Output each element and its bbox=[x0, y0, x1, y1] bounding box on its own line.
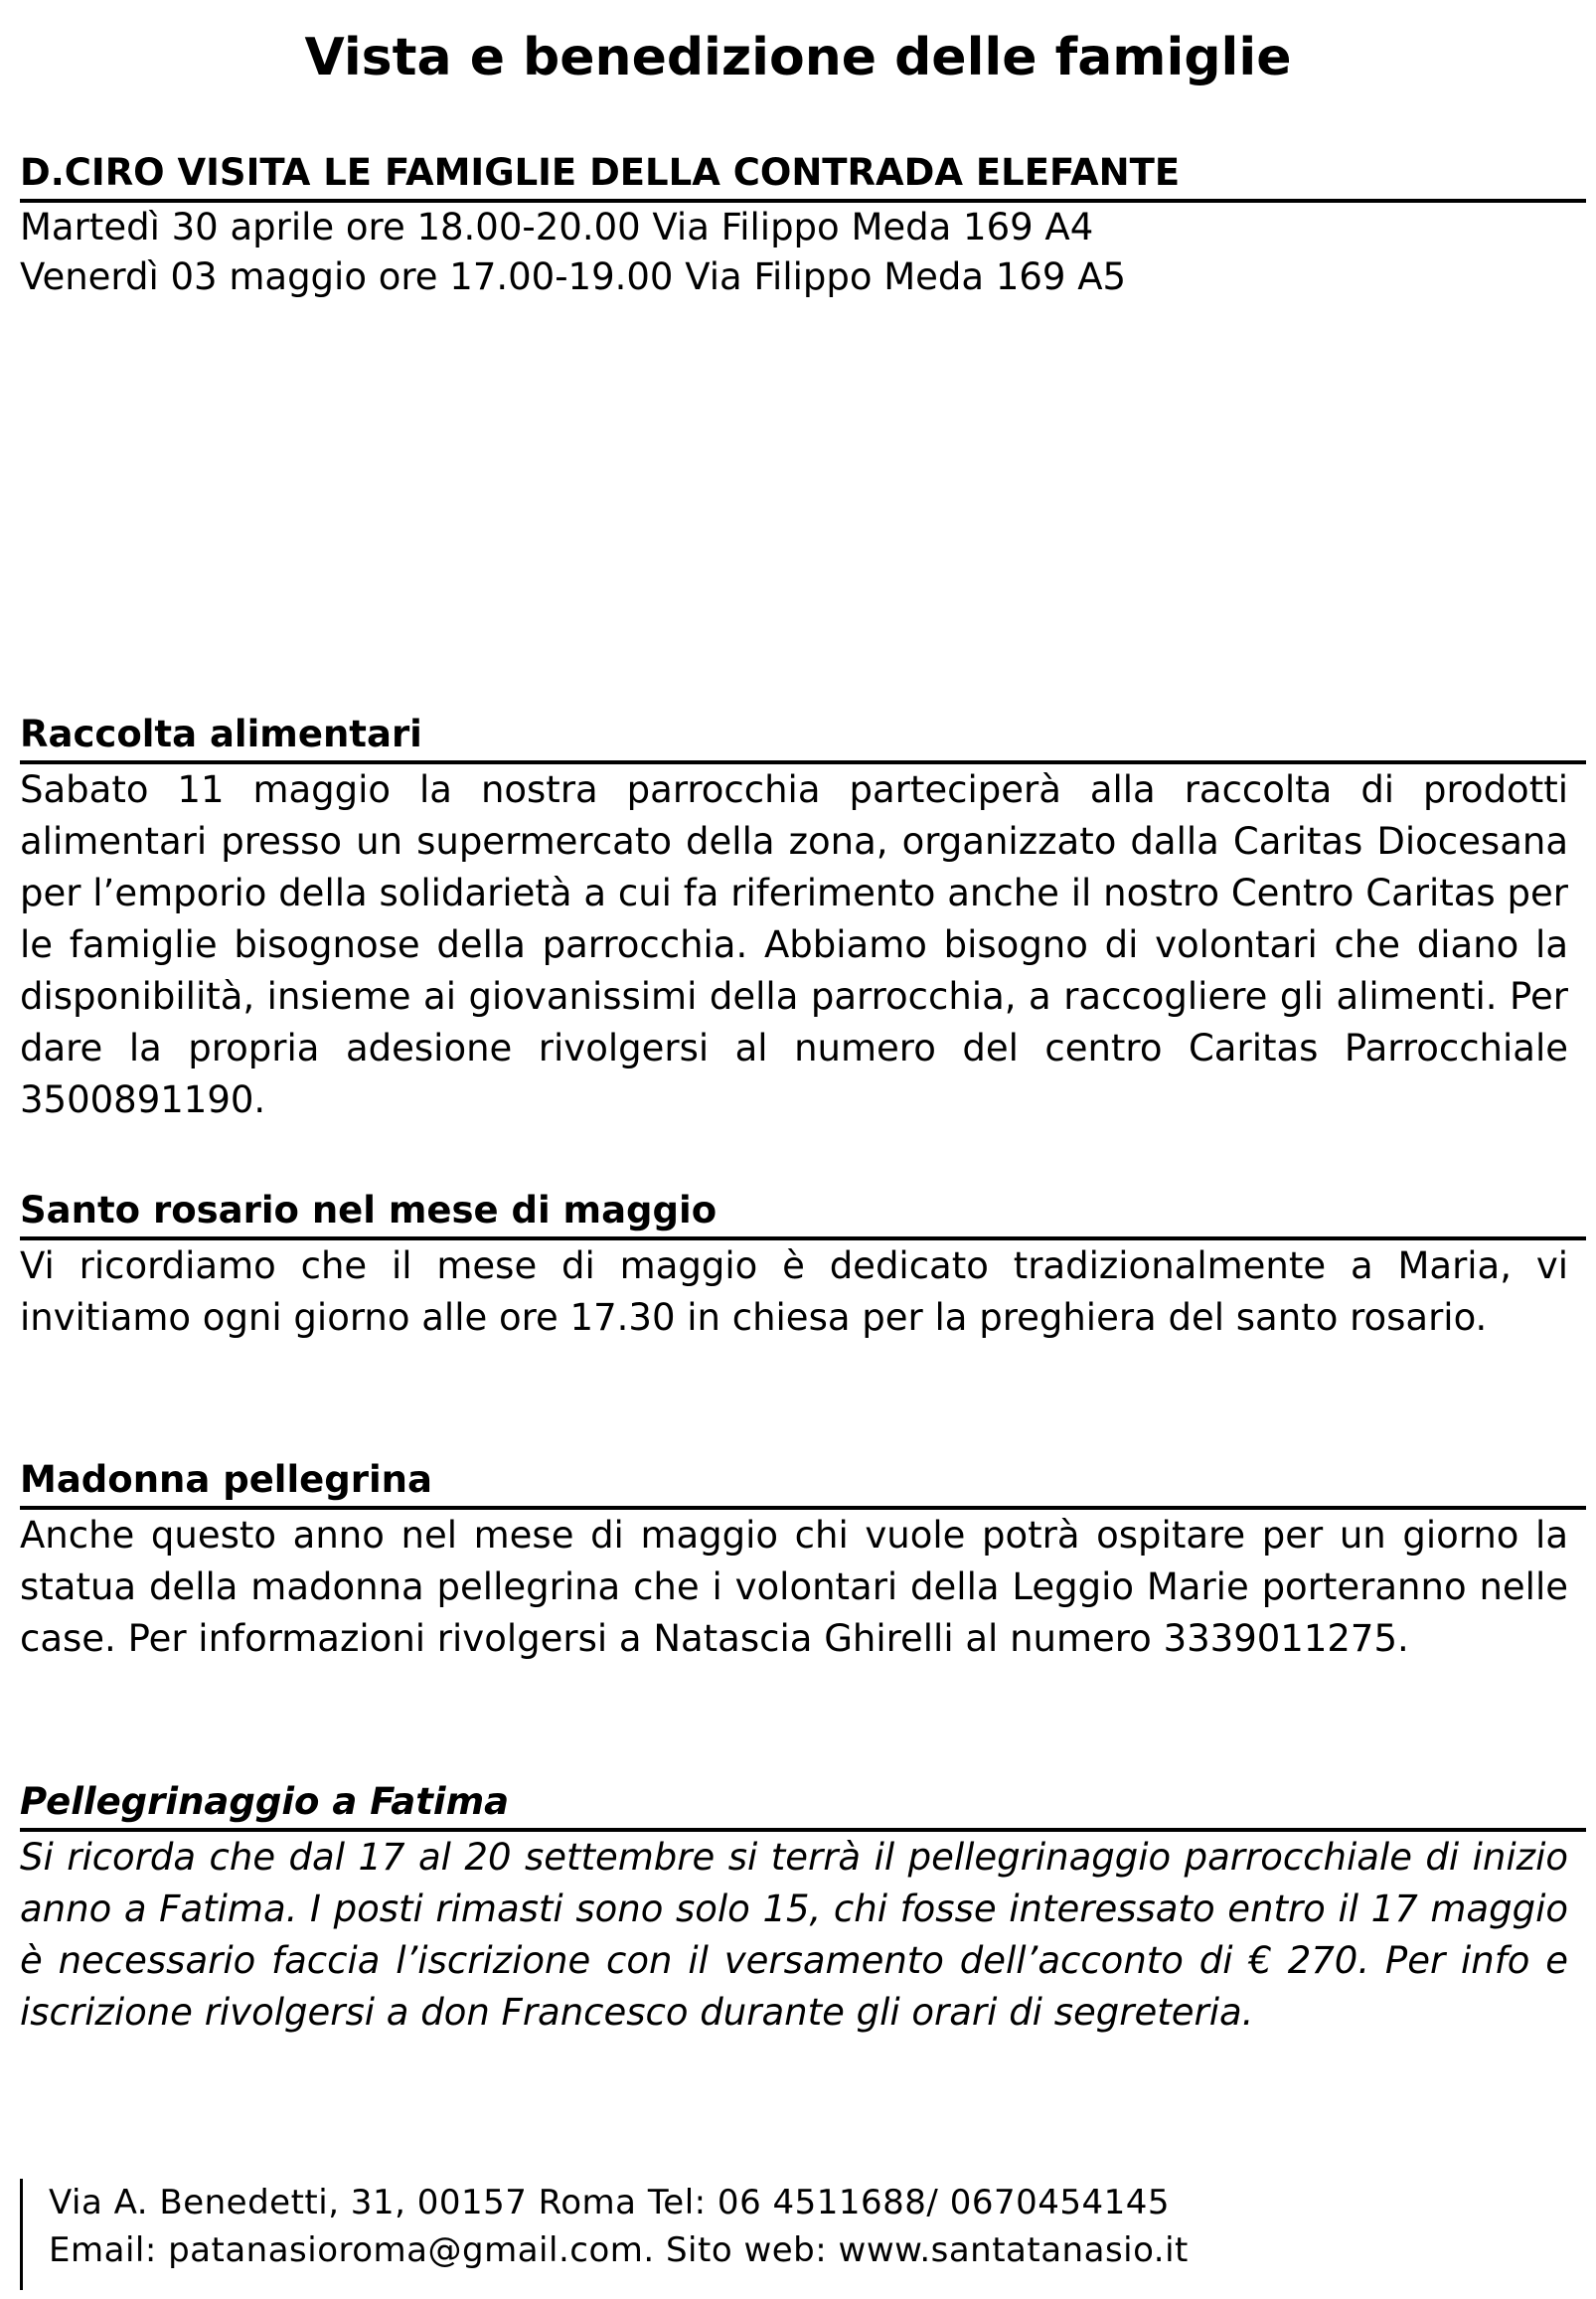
section-body: Vi ricordiamo che il mese di maggio è dedicato tradizionalmente a Maria, vi invitiamo ogni giorno alle ore 17.30 in chiesa per la preghiera del santo rosario. bbox=[20, 1244, 1568, 1339]
section-heading: Pellegrinaggio a Fatima bbox=[20, 1778, 1586, 1832]
visit-line: Martedì 30 aprile ore 18.00-20.00 Via Filippo Meda 169 A4 bbox=[20, 206, 1094, 248]
section-heading: D.CIRO VISITA LE FAMIGLIE DELLA CONTRADA ELEFANTE bbox=[20, 149, 1586, 203]
section-heading: Madonna pellegrina bbox=[20, 1456, 1586, 1510]
section-santo-rosario bbox=[20, 1187, 1586, 1344]
section-visita-famiglie bbox=[20, 149, 1586, 302]
section-heading: Raccolta alimentari bbox=[20, 711, 1586, 764]
section-raccolta-alimentari bbox=[20, 711, 1586, 1126]
footer-address: Via A. Benedetti, 31, 00157 Roma Tel: 06 4511688/ 0670454145 bbox=[49, 2183, 1171, 2222]
footer-contacts: Email: patanasioroma@gmail.com. Sito web: www.santatanasio.it bbox=[49, 2230, 1189, 2270]
section-body: Anche questo anno nel mese di maggio chi vuole potrà ospitare per un giorno la statua della madonna pellegrina che i volontari della Leggio Marie porteranno nelle case. Per informazioni rivolgersi a Natascia Ghirelli al numero 3339011275. bbox=[20, 1514, 1568, 1660]
section-body: Si ricorda che dal 17 al 20 settembre si terrà il pellegrinaggio parrocchiale di inizio anno a Fatima. I posti rimasti sono solo 15, chi fosse interessato entro il 17 maggio è necessario faccia l’iscrizione con il versamento dell’acconto di € 270. Per info e iscrizione rivolgersi a don Francesco durante gli orari di segreteria. bbox=[20, 1836, 1568, 2034]
footer bbox=[20, 2179, 1341, 2290]
section-heading: Santo rosario nel mese di maggio bbox=[20, 1187, 1586, 1240]
page-title: Vista e benedizione delle famiglie bbox=[304, 28, 1292, 87]
section-pellegrinaggio-fatima bbox=[20, 1778, 1586, 2039]
section-madonna-pellegrina bbox=[20, 1456, 1586, 1665]
section-body: Sabato 11 maggio la nostra parrocchia parteciperà alla raccolta di prodotti alimentari presso un supermercato della zona, organizzato dalla Caritas Diocesana per l’emporio della solidarietà a cui fa riferimento anche il nostro Centro Caritas per le famiglie bisognose della parrocchia. Abbiamo bisogno di volontari che diano la disponibilità, insieme ai giovanissimi della parrocchia, a raccogliere gli alimenti. Per dare la propria adesione rivolgersi al numero del centro Caritas Parrocchiale 3500891190. bbox=[20, 768, 1568, 1121]
visit-line: Venerdì 03 maggio ore 17.00-19.00 Via Filippo Meda 169 A5 bbox=[20, 255, 1127, 298]
